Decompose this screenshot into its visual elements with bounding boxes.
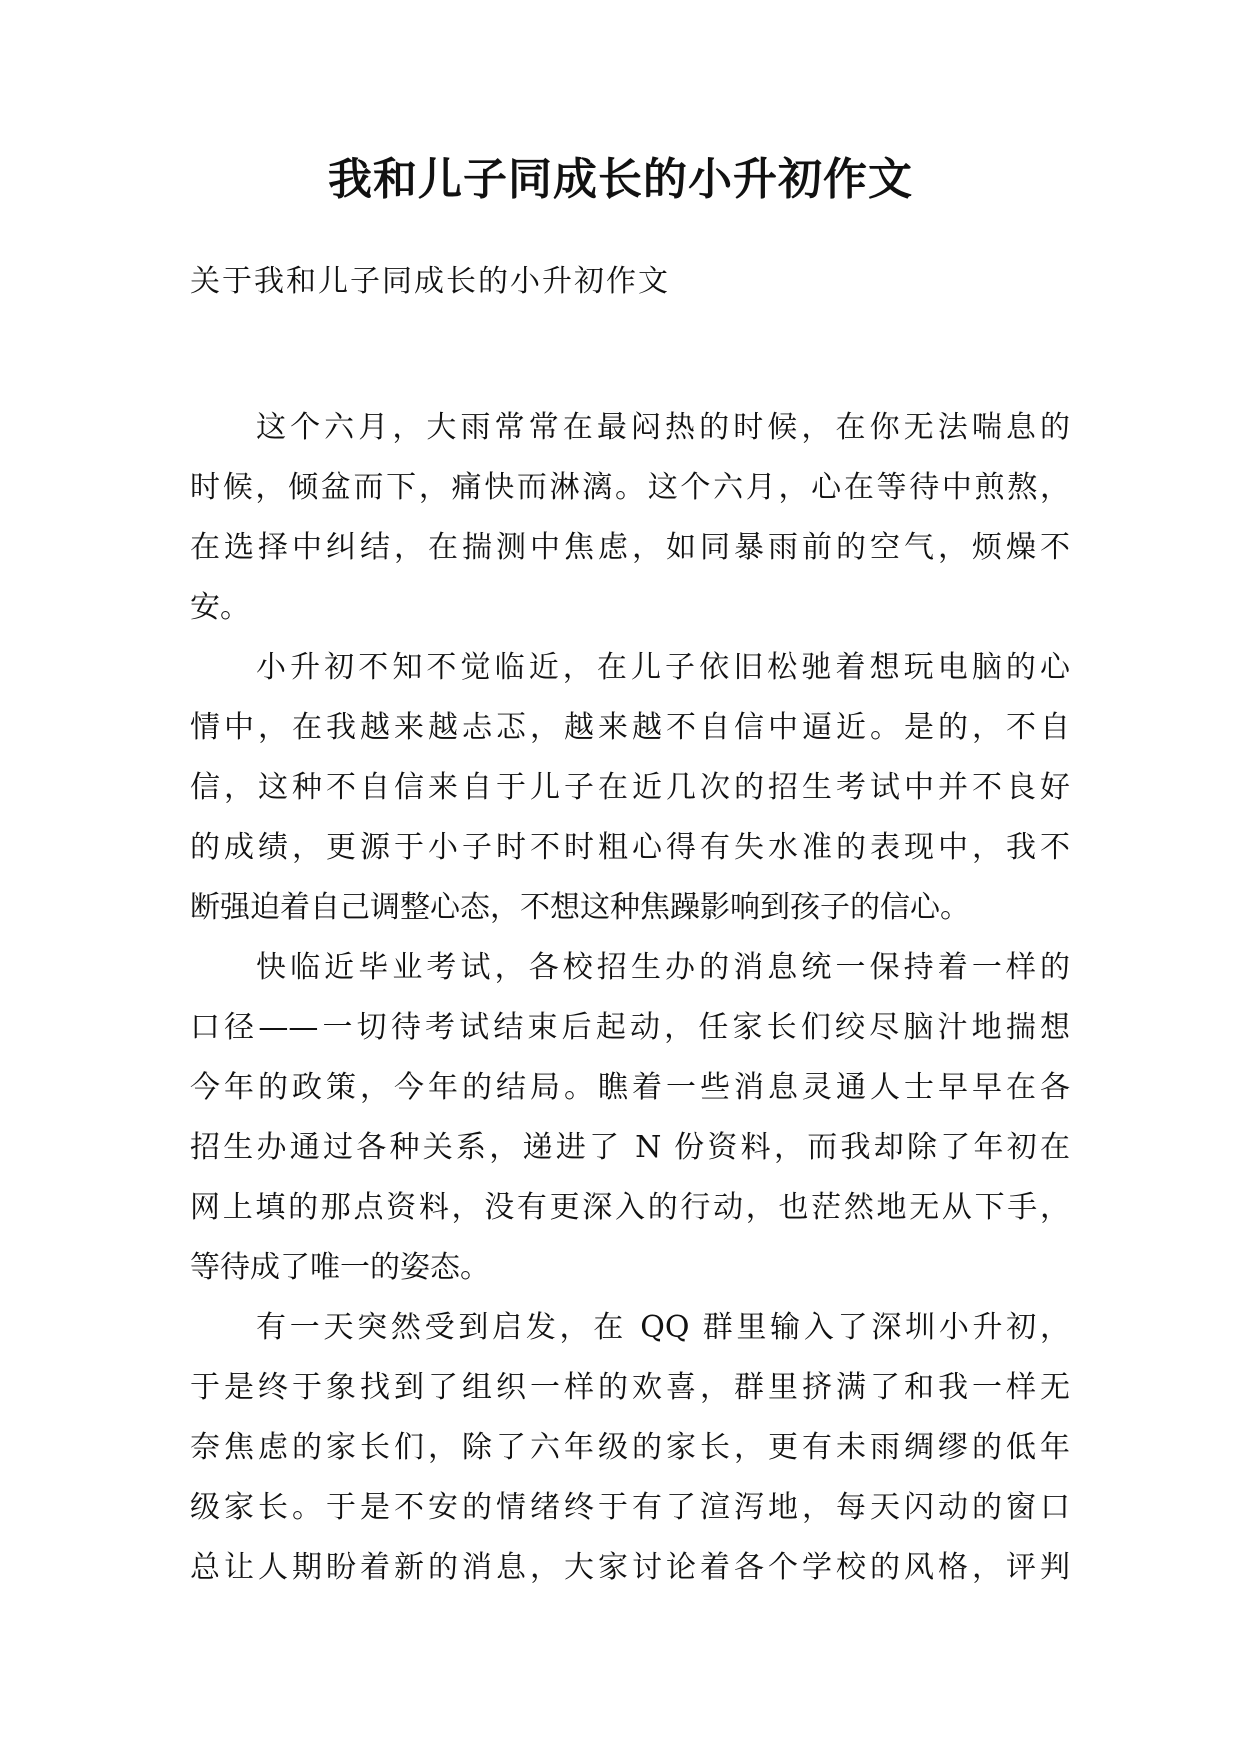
text-line: 等待成了唯一的姿态。 [190,1250,490,1285]
text-line: 有一天突然受到启发，在 QQ 群里输入了深圳小升初， [256,1310,1070,1345]
text-line: 奈焦虑的家长们，除了六年级的家长，更有未雨绸缪的低年 [190,1430,1070,1465]
paragraph [190,948,1070,1308]
text-line: 在选择中纠结，在揣测中焦虑，如同暴雨前的空气，烦燥不 [190,530,1070,565]
text-line: 的成绩，更源于小子时不时粗心得有失水准的表现中，我不 [190,830,1070,865]
text-line: 安。 [190,590,250,625]
paragraph [190,408,1070,648]
text-line: 这个六月，大雨常常在最闷热的时候，在你无法喘息的 [256,410,1070,445]
text-line: 断强迫着自己调整心态，不想这种焦躁影响到孩子的信心。 [190,890,970,925]
text-line: 今年的政策，今年的结局。瞧着一些消息灵通人士早早在各 [190,1070,1070,1105]
paragraph [190,648,1070,948]
text-line: 网上填的那点资料，没有更深入的行动，也茫然地无从下手， [190,1190,1070,1225]
paragraph [190,1308,1070,1608]
text-line: 时候，倾盆而下，痛快而淋漓。这个六月，心在等待中煎熬， [190,470,1070,505]
text-line: 招生办通过各种关系，递进了 N 份资料，而我却除了年初在 [190,1130,1070,1165]
text-line: 情中，在我越来越忐忑，越来越不自信中逼近。是的，不自 [190,710,1070,745]
document-title: 我和儿子同成长的小升初作文 [328,154,913,205]
text-line: 于是终于象找到了组织一样的欢喜，群里挤满了和我一样无 [190,1370,1070,1405]
text-line: 快临近毕业考试，各校招生办的消息统一保持着一样的 [256,950,1070,985]
text-line: 口径——一切待考试结束后起动，任家长们绞尽脑汁地揣想 [190,1010,1070,1045]
document-subtitle: 关于我和儿子同成长的小升初作文 [190,264,670,299]
text-line: 小升初不知不觉临近，在儿子依旧松驰着想玩电脑的心 [256,650,1070,685]
document-body [190,408,1070,1608]
text-line: 总让人期盼着新的消息，大家讨论着各个学校的风格，评判 [190,1550,1070,1585]
text-line: 级家长。于是不安的情绪终于有了渲泻地，每天闪动的窗口 [190,1490,1070,1525]
text-line: 信，这种不自信来自于儿子在近几次的招生考试中并不良好 [190,770,1070,805]
